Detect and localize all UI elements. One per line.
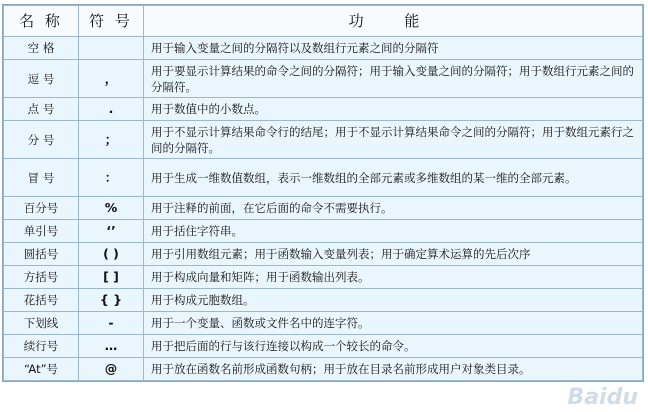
- row-symbol: ，: [79, 60, 144, 98]
- row-name: 方括号: [4, 266, 79, 289]
- row-name: 百分号: [4, 197, 79, 220]
- baidu-watermark: Baidu: [567, 385, 638, 410]
- table-row: [4, 220, 643, 243]
- row-desc: 用于一个变量、函数或文件名中的连字符。: [144, 312, 643, 335]
- row-symbol: [79, 37, 144, 60]
- table-row: [4, 60, 643, 98]
- row-desc: 用于括住字符串。: [144, 220, 643, 243]
- row-name: 单引号: [4, 220, 79, 243]
- row-symbol: ；: [79, 121, 144, 159]
- row-desc: 用于不显示计算结果命令行的结尾；用于不显示计算结果命令之间的分隔符；用于数组元素行之间的分隔符。: [144, 121, 643, 159]
- row-desc: 用于构成元胞数组。: [144, 289, 643, 312]
- row-symbol: -: [79, 312, 144, 335]
- row-name: 点 号: [4, 98, 79, 121]
- table-row: [4, 335, 643, 358]
- header-name: 名 称: [4, 6, 79, 37]
- table-row: [4, 37, 643, 60]
- table-row: [4, 289, 643, 312]
- row-symbol: %: [79, 197, 144, 220]
- row-symbol: ‘’: [79, 220, 144, 243]
- row-name: 分 号: [4, 121, 79, 159]
- row-desc: 用于生成一维数值数组，表示一维数组的全部元素或多维数组的某一维的全部元素。: [144, 159, 643, 197]
- table-row: [4, 159, 643, 197]
- table-row: [4, 121, 643, 159]
- header-symbol: 符 号: [79, 6, 144, 37]
- row-name: 圆括号: [4, 243, 79, 266]
- table-row: [4, 312, 643, 335]
- row-desc: 用于把后面的行与该行连接以构成一个较长的命令。: [144, 335, 643, 358]
- row-name: 逗 号: [4, 60, 79, 98]
- row-symbol: @: [79, 358, 144, 381]
- table-row: [4, 98, 643, 121]
- row-name: 下划线: [4, 312, 79, 335]
- header-function: 功 能: [144, 6, 643, 37]
- table-row: [4, 243, 643, 266]
- row-desc: 用于放在函数名前形成函数句柄；用于放在目录名前形成用户对象类目录。: [144, 358, 643, 381]
- row-desc: 用于要显示计算结果的命令之间的分隔符；用于输入变量之间的分隔符；用于数组行元素之间的分隔符。: [144, 60, 643, 98]
- table-row: [4, 197, 643, 220]
- row-symbol: [ ]: [79, 266, 144, 289]
- row-name: 花括号: [4, 289, 79, 312]
- table-row: [4, 358, 643, 381]
- row-desc: 用于构成向量和矩阵；用于函数输出列表。: [144, 266, 643, 289]
- row-symbol: { }: [79, 289, 144, 312]
- row-name: 冒 号: [4, 159, 79, 197]
- row-symbol: .: [79, 98, 144, 121]
- row-desc: 用于输入变量之间的分隔符以及数组行元素之间的分隔符: [144, 37, 643, 60]
- row-name: 空 格: [4, 37, 79, 60]
- table-row: [4, 266, 643, 289]
- row-desc: 用于引用数组元素；用于函数输入变量列表；用于确定算术运算的先后次序: [144, 243, 643, 266]
- symbol-table-grid: [3, 5, 643, 381]
- symbol-table: [2, 4, 644, 382]
- row-symbol: ( ): [79, 243, 144, 266]
- row-desc: 用于数值中的小数点。: [144, 98, 643, 121]
- row-name: 续行号: [4, 335, 79, 358]
- row-symbol: ：: [79, 159, 144, 197]
- header-row: [4, 6, 643, 37]
- row-desc: 用于注释的前面，在它后面的命令不需要执行。: [144, 197, 643, 220]
- row-name: “At”号: [4, 358, 79, 381]
- row-symbol: …: [79, 335, 144, 358]
